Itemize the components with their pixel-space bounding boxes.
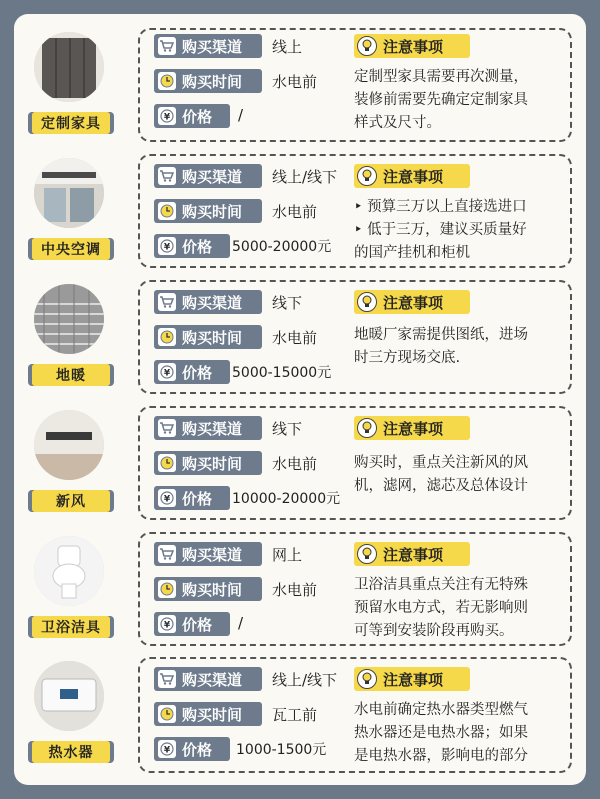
svg-text:¥: ¥ bbox=[163, 745, 171, 756]
channel-value: 线上 bbox=[272, 38, 303, 56]
notes-header bbox=[354, 290, 470, 314]
custom-furniture-thumbnail bbox=[34, 32, 104, 102]
note-line: 样式及尺寸。 bbox=[354, 115, 441, 131]
note-line: 定制型家具需要再次测量， bbox=[354, 69, 528, 85]
item-name-tag bbox=[28, 741, 114, 763]
time-value: 水电前 bbox=[272, 581, 318, 599]
price-label bbox=[154, 360, 230, 384]
item-name: 卫浴洁具 bbox=[41, 620, 101, 636]
notes-header-text: 注意事项 bbox=[383, 167, 444, 186]
channel-label bbox=[154, 667, 262, 691]
notes-header bbox=[354, 34, 470, 58]
channel-label-text: 购买渠道 bbox=[182, 167, 243, 186]
price-label-text: 价格 bbox=[182, 237, 213, 256]
channel-label-text: 购买渠道 bbox=[182, 37, 243, 56]
note-line: 的国产挂机和柜机 bbox=[354, 245, 470, 261]
central-ac-thumbnail bbox=[34, 158, 104, 228]
item-name: 地暖 bbox=[56, 368, 86, 384]
time-label-text: 购买时间 bbox=[182, 705, 243, 724]
channel-label bbox=[154, 164, 262, 188]
yuan-icon bbox=[158, 740, 176, 758]
time-label bbox=[154, 325, 262, 349]
note-line: 是电热水器，影响电的部分 bbox=[354, 748, 528, 764]
item-name: 定制家具 bbox=[41, 116, 101, 132]
info-card bbox=[138, 28, 572, 142]
price-value: 5000-20000元 bbox=[232, 239, 332, 255]
floor-heating-thumbnail bbox=[34, 284, 104, 354]
channel-value: 网上 bbox=[272, 546, 303, 564]
price-label bbox=[154, 234, 230, 258]
price-label-text: 价格 bbox=[182, 107, 213, 126]
channel-value: 线下 bbox=[272, 420, 303, 438]
info-card bbox=[138, 406, 572, 520]
channel-label bbox=[154, 542, 262, 566]
item-name-tag bbox=[28, 112, 114, 134]
time-label-text: 购买时间 bbox=[182, 454, 243, 473]
time-label bbox=[154, 702, 262, 726]
note-line: 预留水电方式，若无影响则 bbox=[354, 600, 528, 616]
item-name-tag bbox=[28, 364, 114, 386]
notes-text bbox=[354, 452, 570, 498]
price-label bbox=[154, 737, 230, 761]
time-label-text: 购买时间 bbox=[182, 202, 243, 221]
time-label bbox=[154, 199, 262, 223]
notes-header-text: 注意事项 bbox=[383, 37, 444, 56]
svg-text:¥: ¥ bbox=[163, 112, 171, 123]
lightbulb-icon bbox=[357, 544, 377, 564]
price-label-text: 价格 bbox=[182, 615, 213, 634]
note-line: ‣ 低于三万，建议买质量好 bbox=[354, 222, 527, 238]
yuan-icon bbox=[158, 615, 176, 633]
time-value: 水电前 bbox=[272, 73, 318, 91]
time-label-text: 购买时间 bbox=[182, 72, 243, 91]
notes-header bbox=[354, 164, 470, 188]
info-card bbox=[138, 280, 572, 394]
time-label-text: 购买时间 bbox=[182, 328, 243, 347]
svg-text:¥: ¥ bbox=[163, 494, 171, 505]
channel-label bbox=[154, 416, 262, 440]
price-label-text: 价格 bbox=[182, 740, 213, 759]
yuan-icon bbox=[158, 489, 176, 507]
channel-value: 线上/线下 bbox=[272, 671, 338, 689]
note-line: 水电前确定热水器类型燃气 bbox=[354, 702, 528, 718]
price-label-text: 价格 bbox=[182, 489, 213, 508]
content-panel bbox=[14, 14, 586, 785]
price-label bbox=[154, 104, 230, 128]
lightbulb-icon bbox=[357, 292, 377, 312]
notes-header-text: 注意事项 bbox=[383, 293, 444, 312]
price-label bbox=[154, 486, 230, 510]
clock-icon bbox=[158, 202, 176, 220]
time-label bbox=[154, 69, 262, 93]
info-card bbox=[138, 532, 572, 646]
info-card bbox=[138, 154, 572, 268]
price-value: 10000-20000元 bbox=[232, 491, 341, 507]
svg-text:¥: ¥ bbox=[163, 620, 171, 631]
clock-icon bbox=[158, 72, 176, 90]
water-heater-thumbnail bbox=[34, 661, 104, 731]
shopping-cart-icon bbox=[158, 419, 176, 437]
yuan-icon bbox=[158, 107, 176, 125]
item-name-tag bbox=[28, 238, 114, 260]
time-value: 水电前 bbox=[272, 455, 318, 473]
time-value: 水电前 bbox=[272, 329, 318, 347]
lightbulb-icon bbox=[357, 36, 377, 56]
notes-header bbox=[354, 542, 470, 566]
clock-icon bbox=[158, 580, 176, 598]
channel-label bbox=[154, 290, 262, 314]
channel-label bbox=[154, 34, 262, 58]
notes-text bbox=[354, 324, 570, 370]
time-label bbox=[154, 451, 262, 475]
bathroom-fixtures-thumbnail bbox=[34, 536, 104, 606]
price-value: 5000-15000元 bbox=[232, 365, 332, 381]
info-card bbox=[138, 657, 572, 773]
note-line: 机，滤网，滤芯及总体设计 bbox=[354, 478, 528, 494]
time-value: 瓦工前 bbox=[272, 706, 318, 724]
shopping-cart-icon bbox=[158, 37, 176, 55]
lightbulb-icon bbox=[357, 669, 377, 689]
time-value: 水电前 bbox=[272, 203, 318, 221]
item-row-fresh-air bbox=[14, 406, 586, 524]
item-row-custom-furniture bbox=[14, 28, 586, 146]
item-row-floor-heating bbox=[14, 280, 586, 398]
price-value: / bbox=[238, 614, 244, 632]
fresh-air-thumbnail bbox=[34, 410, 104, 480]
note-line: 热水器还是电热水器；如果 bbox=[354, 725, 528, 741]
shopping-cart-icon bbox=[158, 545, 176, 563]
shopping-cart-icon bbox=[158, 670, 176, 688]
channel-label-text: 购买渠道 bbox=[182, 545, 243, 564]
clock-icon bbox=[158, 328, 176, 346]
item-row-central-ac bbox=[14, 154, 586, 272]
item-name: 新风 bbox=[56, 494, 86, 510]
price-value: 1000-1500元 bbox=[236, 742, 327, 758]
notes-header-text: 注意事项 bbox=[383, 670, 444, 689]
notes-text bbox=[354, 196, 570, 265]
channel-value: 线上/线下 bbox=[272, 168, 338, 186]
svg-text:¥: ¥ bbox=[163, 242, 171, 253]
item-name: 中央空调 bbox=[41, 242, 101, 258]
channel-label-text: 购买渠道 bbox=[182, 670, 243, 689]
notes-header-text: 注意事项 bbox=[383, 545, 444, 564]
lightbulb-icon bbox=[357, 418, 377, 438]
time-label-text: 购买时间 bbox=[182, 580, 243, 599]
shopping-cart-icon bbox=[158, 167, 176, 185]
note-line: 可等到安装阶段再购买。 bbox=[354, 623, 514, 639]
item-name-tag bbox=[28, 490, 114, 512]
note-line: 装修前需要先确定定制家具 bbox=[354, 92, 528, 108]
note-line: 时三方现场交底. bbox=[354, 350, 461, 366]
channel-label-text: 购买渠道 bbox=[182, 419, 243, 438]
notes-text bbox=[354, 699, 570, 768]
note-line: ‣ 预算三万以上直接选进口 bbox=[354, 199, 527, 215]
clock-icon bbox=[158, 705, 176, 723]
item-name: 热水器 bbox=[48, 745, 94, 761]
notes-header bbox=[354, 416, 470, 440]
notes-header-text: 注意事项 bbox=[383, 419, 444, 438]
clock-icon bbox=[158, 454, 176, 472]
lightbulb-icon bbox=[357, 166, 377, 186]
price-label-text: 价格 bbox=[182, 363, 213, 382]
item-row-bathroom-fixtures bbox=[14, 532, 586, 650]
note-line: 卫浴洁具重点关注有无特殊 bbox=[354, 577, 528, 593]
price-label bbox=[154, 612, 230, 636]
notes-header bbox=[354, 667, 470, 691]
notes-text bbox=[354, 66, 570, 135]
time-label bbox=[154, 577, 262, 601]
note-line: 购买时，重点关注新风的风 bbox=[354, 455, 528, 471]
item-name-tag bbox=[28, 616, 114, 638]
notes-text bbox=[354, 574, 570, 643]
shopping-cart-icon bbox=[158, 293, 176, 311]
channel-value: 线下 bbox=[272, 294, 303, 312]
svg-text:¥: ¥ bbox=[163, 368, 171, 379]
price-value: / bbox=[238, 106, 244, 124]
item-row-water-heater bbox=[14, 657, 586, 775]
yuan-icon bbox=[158, 363, 176, 381]
note-line: 地暖厂家需提供图纸，进场 bbox=[354, 327, 528, 343]
yuan-icon bbox=[158, 237, 176, 255]
channel-label-text: 购买渠道 bbox=[182, 293, 243, 312]
